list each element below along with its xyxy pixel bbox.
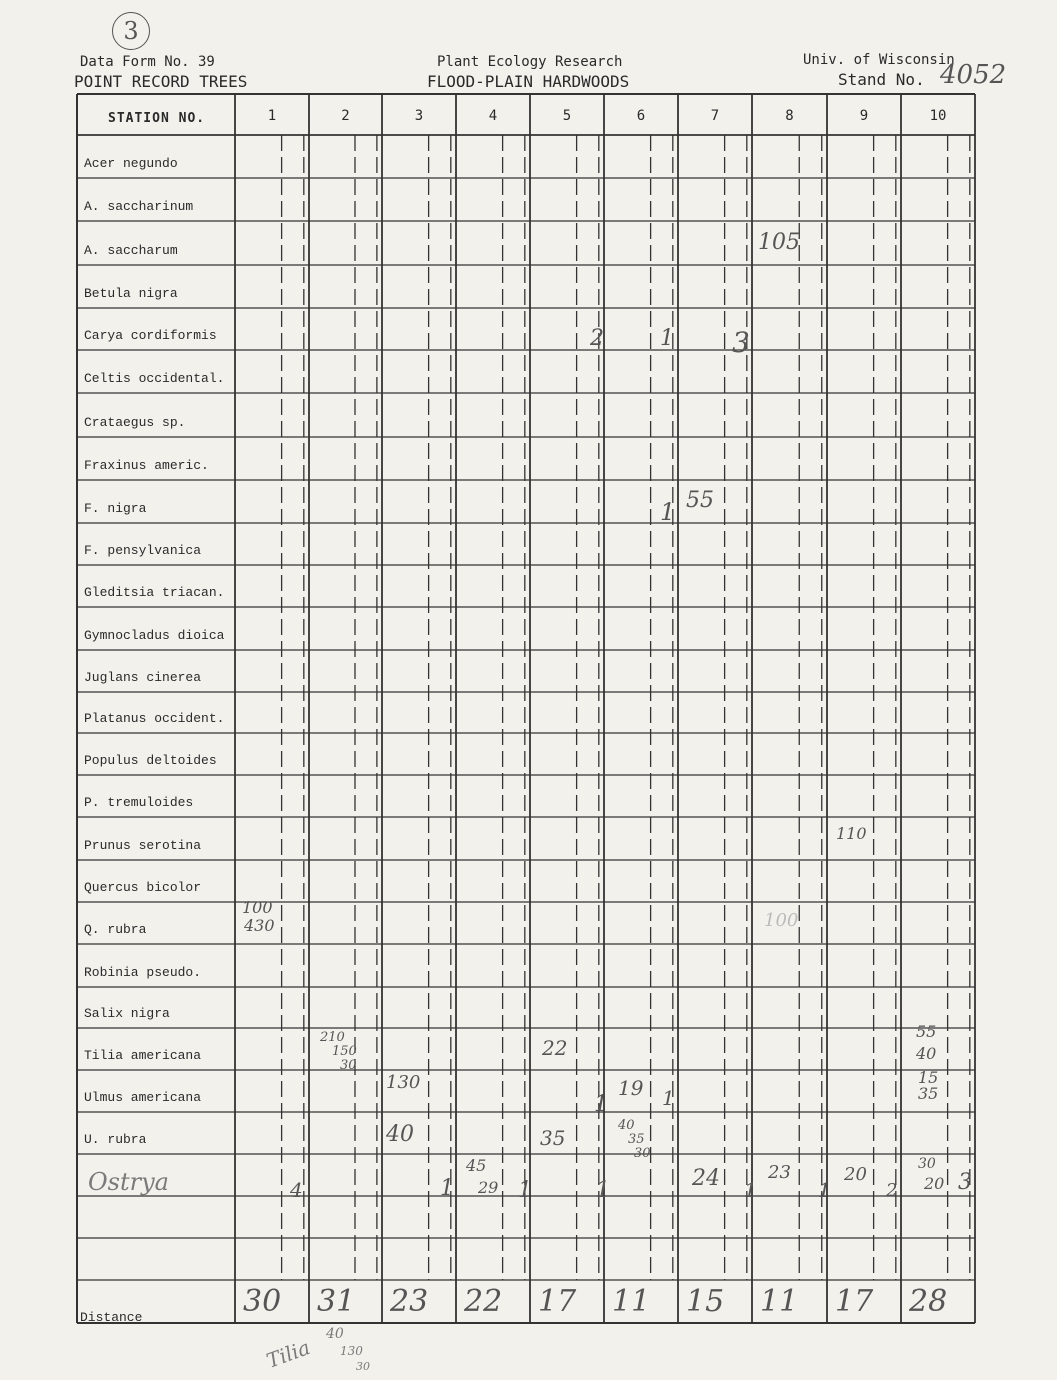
entry-ostrya-8b: 1 — [818, 1178, 831, 1202]
entry-ostrya-4b: 29 — [478, 1178, 499, 1197]
station-number: 10 — [929, 108, 947, 124]
entry-qrubra-1a: 100 — [242, 898, 273, 917]
species-ostrya: Ostrya — [88, 1168, 169, 1196]
species-name: A. saccharum — [84, 243, 178, 258]
footer-note-v3: 30 — [356, 1360, 370, 1373]
entry-carya-6: 1 — [660, 326, 674, 351]
entry-tilia-2b: 150 — [332, 1044, 357, 1059]
distance-value: 17 — [538, 1284, 577, 1319]
distance-label: Distance — [80, 1310, 143, 1325]
species-name: Crataegus sp. — [84, 415, 186, 430]
station-number: 3 — [414, 108, 424, 124]
distance-value: 30 — [243, 1284, 282, 1319]
footer-note-v1: 40 — [326, 1326, 344, 1342]
distance-value: 15 — [686, 1284, 725, 1319]
entry-urubra-6a: 40 — [618, 1118, 635, 1133]
species-name: Prunus serotina — [84, 838, 202, 853]
entry-ostrya-4a: 45 — [466, 1156, 487, 1175]
entry-ostrya-7b: 1 — [744, 1178, 757, 1202]
species-name: Celtis occidental. — [84, 371, 225, 386]
species-name: Robinia pseudo. — [84, 965, 202, 980]
entry-ulmus-10a: 15 — [918, 1068, 939, 1087]
station-number: 2 — [341, 108, 350, 124]
station-number: 8 — [785, 108, 794, 124]
station-number: 7 — [710, 108, 720, 124]
entry-ulmus-10b: 35 — [918, 1084, 939, 1103]
entry-urubra-3: 40 — [386, 1122, 414, 1147]
university: Univ. of Wisconsin — [803, 52, 955, 68]
entry-ostrya-10a: 30 — [918, 1156, 936, 1172]
species-name: A. saccharinum — [84, 199, 194, 214]
distance-value: 17 — [835, 1284, 874, 1319]
species-name: Carya cordiformis — [84, 328, 217, 343]
station-label: STATION NO. — [108, 111, 206, 126]
station-number: 9 — [859, 108, 869, 124]
species-name: Quercus bicolor — [84, 880, 202, 895]
distance-value: 11 — [612, 1284, 651, 1319]
species-name: Betula nigra — [84, 286, 178, 301]
entry-ostrya-3: 1 — [440, 1176, 454, 1201]
station-number: 5 — [562, 108, 572, 124]
entry-ostrya-10c: 3 — [958, 1170, 972, 1195]
distance-value: 11 — [760, 1284, 799, 1319]
distance-value: 31 — [317, 1284, 356, 1319]
station-number: 1 — [267, 108, 277, 124]
entry-urubra-6c: 30 — [634, 1146, 651, 1161]
entry-carya-5: 2 — [590, 326, 604, 351]
entry-ostrya-5: 1 — [596, 1178, 610, 1203]
species-name: Populus deltoides — [84, 753, 217, 768]
entry-ostrya-10b: 20 — [924, 1174, 945, 1193]
stand-number: 4052 — [940, 60, 1007, 90]
entry-tilia-10b: 40 — [916, 1044, 937, 1063]
species-name: F. nigra — [84, 501, 147, 516]
station-number: 4 — [488, 108, 498, 124]
entry-ostrya-9b: 2 — [886, 1180, 898, 1201]
entry-ostrya-7a: 24 — [692, 1166, 720, 1191]
species-name: Q. rubra — [84, 922, 147, 937]
entry-ulmus-3: 130 — [386, 1072, 421, 1093]
distance-value: 28 — [909, 1284, 948, 1319]
species-name: Fraxinus americ. — [84, 458, 209, 473]
form-number: Data Form No. 39 — [80, 54, 215, 70]
entry-tilia-10a: 55 — [916, 1022, 937, 1041]
species-name: P. tremuloides — [84, 795, 194, 810]
stand-label: Stand No. — [838, 70, 925, 89]
organization: Plant Ecology Research — [437, 54, 623, 70]
entry-carya-7: 3 — [732, 326, 750, 359]
species-name: U. rubra — [84, 1132, 147, 1147]
entry-ulmus-6b: 1 — [594, 1092, 608, 1117]
species-name: Platanus occident. — [84, 711, 225, 726]
entry-ulmus-6c: 1 — [662, 1086, 675, 1110]
entry-ostrya-4c: 1 — [518, 1178, 532, 1203]
section-title: FLOOD-PLAIN HARDWOODS — [427, 72, 630, 91]
species-name: Tilia americana — [84, 1048, 202, 1063]
form-title: POINT RECORD TREES — [74, 72, 248, 91]
species-name: Gleditsia triacan. — [84, 585, 225, 600]
entry-qrubra-8: 100 — [764, 910, 799, 931]
entry-a-saccharum-8: 105 — [758, 230, 800, 255]
station-number: 6 — [636, 108, 646, 124]
entry-tilia-5: 22 — [542, 1036, 568, 1060]
entry-fnigra-7: 55 — [686, 488, 714, 513]
entry-tilia-2a: 210 — [320, 1030, 345, 1045]
footer-note-v2: 130 — [340, 1344, 363, 1358]
entry-ostrya-8a: 23 — [768, 1162, 791, 1183]
species-name: Acer negundo — [84, 156, 178, 171]
entry-qrubra-1b: 430 — [244, 916, 275, 935]
entry-urubra-6b: 35 — [628, 1132, 645, 1147]
entry-tilia-2c: 30 — [340, 1058, 357, 1073]
distance-value: 22 — [464, 1284, 503, 1319]
footer-note-label: Tilia — [263, 1335, 314, 1373]
entry-ostrya-1: 4 — [290, 1178, 303, 1202]
entry-ulmus-6a: 19 — [618, 1076, 644, 1100]
species-name: Juglans cinerea — [84, 670, 202, 685]
species-name: Gymnocladus dioica — [84, 628, 225, 643]
entry-ostrya-9a: 20 — [844, 1164, 867, 1185]
page-number-mark: 3 — [112, 12, 150, 50]
species-name: Ulmus americana — [84, 1090, 202, 1105]
species-name: Salix nigra — [84, 1006, 170, 1021]
species-name: F. pensylvanica — [84, 543, 202, 558]
distance-value: 23 — [390, 1284, 429, 1319]
entry-fnigra-6: 1 — [660, 498, 676, 526]
entry-urubra-5: 35 — [540, 1126, 566, 1150]
entry-prunus-9: 110 — [836, 824, 867, 843]
